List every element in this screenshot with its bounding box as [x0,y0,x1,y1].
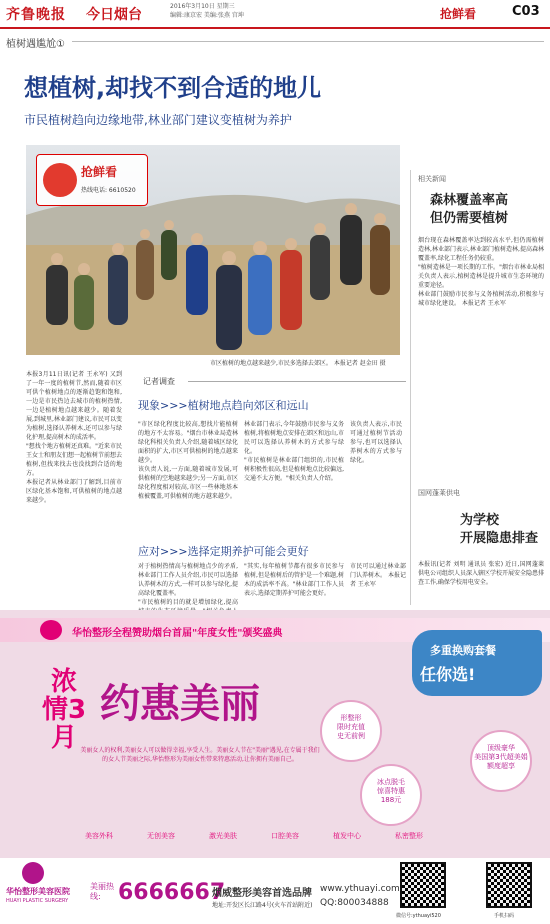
lead-paragraph: 本报3月11日讯(记者 王永军) 又到了一年一度的植树节,然而,随着市区可供个植树地点的逐渐趋饱和饱和,一边是市民热边去城市的植树热情,一边是植树地点越来越少。随着发展,到城里,林业部门建议,市民可以变为植树,选择认养树木,还可以参与绿化护理,提高树木的成活率。 "想找个地方植树还真难。"近来市民王女士和朋友们想一起植树节前想去植树,但找来找去也没找到合适的地方。 本报记者从林业部门了解到,目前市区绿化基本饱和,可供植树的地点越来越少。 [26,371,123,504]
ad-service-list [80,826,460,854]
body-column-d: 对于植树热情高与植树地点少的矛盾,林业部门工作人员介绍,市民可以选择认养树木的方式,一样可以参与绿化,提高绿化覆盖率。 "市民植树的目的就是增加绿化,提高 [138,563,238,606]
body-column-f: 市民可以通过林业部门认养树木。 本报记者 王永军 [350,563,406,588]
series-label: 植树遇尴尬① [6,39,65,50]
shop-tagline: 烟威整形美容首选品牌 [212,888,312,899]
notes-label: 记者调查 [143,377,175,386]
masthead [0,0,550,26]
ad-promo-premium: 顶级豪华 美国第3代超美娟 额度超享 [470,730,532,792]
phone-label: 美丽热线: [90,882,114,901]
edition-name: 今日烟台 [86,7,142,23]
ad-headline-main: 约惠美丽 [100,681,260,727]
ad-topline: 华怡整形全程赞助烟台首届"年度女性"颁奖盛典 [72,628,283,639]
qq-contact: QQ:800034888 [320,898,389,908]
related-news-body: 烟台现在森林覆盖率达到较高水平,但仍需植树造林,林业部门表示,林业部门植树造林,提高森林覆盖率,绿化工程任务仍较重。 "植树造林是一项长期的工作。"烟台市林业局相关负责人表示,植树造林是提升城市生态环境的重要途径。 林业部门鼓励市民参与义务植树活动,积极参与城市绿化建设。 本报记者 王永军 [418,237,544,307]
masthead-rule [0,27,550,29]
grid-news-title: 为学校 开展隐患排查 [460,513,539,546]
website: www.ythuayi.com [320,884,400,894]
service-item: 无创美容 [147,832,175,840]
shop-address: 地址:开发区长江路4号(火车首站附近) [212,902,313,909]
ad-description: 美丽女人的权利,美丽女人可以做得幸福,享受人生。美丽女人节在"美丽"遇见,在专属于我们的女人节美丽之际,华怡整形为美丽女性带来特惠活动,让你拥有美丽自己。 [80,747,320,763]
qr-caption: 手机扫码 [494,913,515,919]
body-column-e: "其实,每年植树节都有很多市民参与植树,但是植树后的管护是一个难题,树木的成活率不高。"林业部门工作人员表示,选择定期养护可能会更好。 [244,563,344,597]
body-column-a: "市区绿化程度比较高,想找片能植树的地方不太容易。"烟台市林业局造林绿化科相关负责人介绍,随着城区绿化面积的扩大,市区可供植树的地点越来越少。 该负责人说,一方面,随着城市发展,可供植树的空地越来越少;另一方面,市区绿化程度相对较高,市区一些林地基本植被覆盖,可供植树的地方越来越少。 [138,421,238,500]
badge-phone: 热线电话: 6610520 [81,187,136,194]
page-number: C03 [512,4,540,19]
phone-number: 6666667 [118,880,226,905]
ad-promo-shaping: 形整形 限时充值 史无前例 [320,700,382,762]
subheading-response: 应对>>>选择定期养护可能会更好 [138,545,309,558]
ad-logo-icon [40,620,62,640]
ad-promo-hair-removal: 冰点脱毛 惊喜特惠 188元 [360,764,422,826]
photo-caption: 市区植树的地点越来越少,市民多选择去郊区。 本报记者 赵金田 摄 [210,360,386,367]
hospital-name-en: HUAYI PLASTIC SURGERY [6,898,69,904]
subheading-phenomenon: 现象>>>植树地点趋向郊区和远山 [138,399,309,412]
notes-divider [188,381,406,382]
qr-caption: 微信号:ythuayi520 [396,913,441,919]
column-divider [410,170,411,605]
hospital-logo-icon [22,862,44,884]
ad-offer-line2: 任你选! [420,665,476,684]
body-column-b: 林业部门表示,今年鼓励市民参与义务植树,将植树地点安排在郊区和远山,市民可以选择认养树木的方式参与绿化。 "市民植树是林业部门组织的,市民植树积极性很高,但是植树地点比较偏远,交通不太方便。"相关负责人介绍。 [244,421,344,482]
service-item: 口腔美容 [271,832,299,840]
newspaper-logo: 齐鲁晚报 [6,7,66,23]
badge-title: 抢鲜看 [81,165,118,179]
hospital-name: 华怡整形美容医院 [6,887,70,896]
grid-news-body: 本报讯(记者 刘明 通讯员 张宏) 近日,国网蓬莱供电公司组织人员深入辖区学校开展安全隐患排查工作,确保学校用电安全。 [418,561,545,586]
related-news-title: 森林覆盖率高 但仍需要植树 [430,193,509,226]
service-item: 美容外科 [85,832,113,840]
grid-news-label: 国网蓬莱供电 [418,489,460,497]
section-title: 抢鲜看 [440,7,477,21]
series-divider [72,41,544,42]
headline: 想植树,却找不到合适的地儿 [24,74,322,102]
related-news-label: 相关新闻 [418,175,446,183]
service-item: 植发中心 [333,832,361,840]
qr-code-icon [400,862,446,908]
body-column-c: 该负责人表示,市民可通过植树节活动参与,也可以选择认养树木的方式参与绿化。 [350,421,402,464]
qr-code-icon [486,862,532,908]
photo-badge [36,154,148,206]
publication-date: 2016年3月10日 星期三 [170,3,235,10]
service-item: 私密整形 [395,832,423,840]
service-item: 激光美肤 [209,832,237,840]
ad-offer-line1: 多重换购套餐 [430,644,496,657]
editor-credits: 编辑:康京宏 美编:张燕 宫坤 [170,12,244,19]
subheadline: 市民植树趋向边缘地带,林业部门建议变植树为养护 [24,113,292,127]
badge-logo-icon [43,163,77,197]
ad-headline-month: 浓情3月 [41,667,87,753]
